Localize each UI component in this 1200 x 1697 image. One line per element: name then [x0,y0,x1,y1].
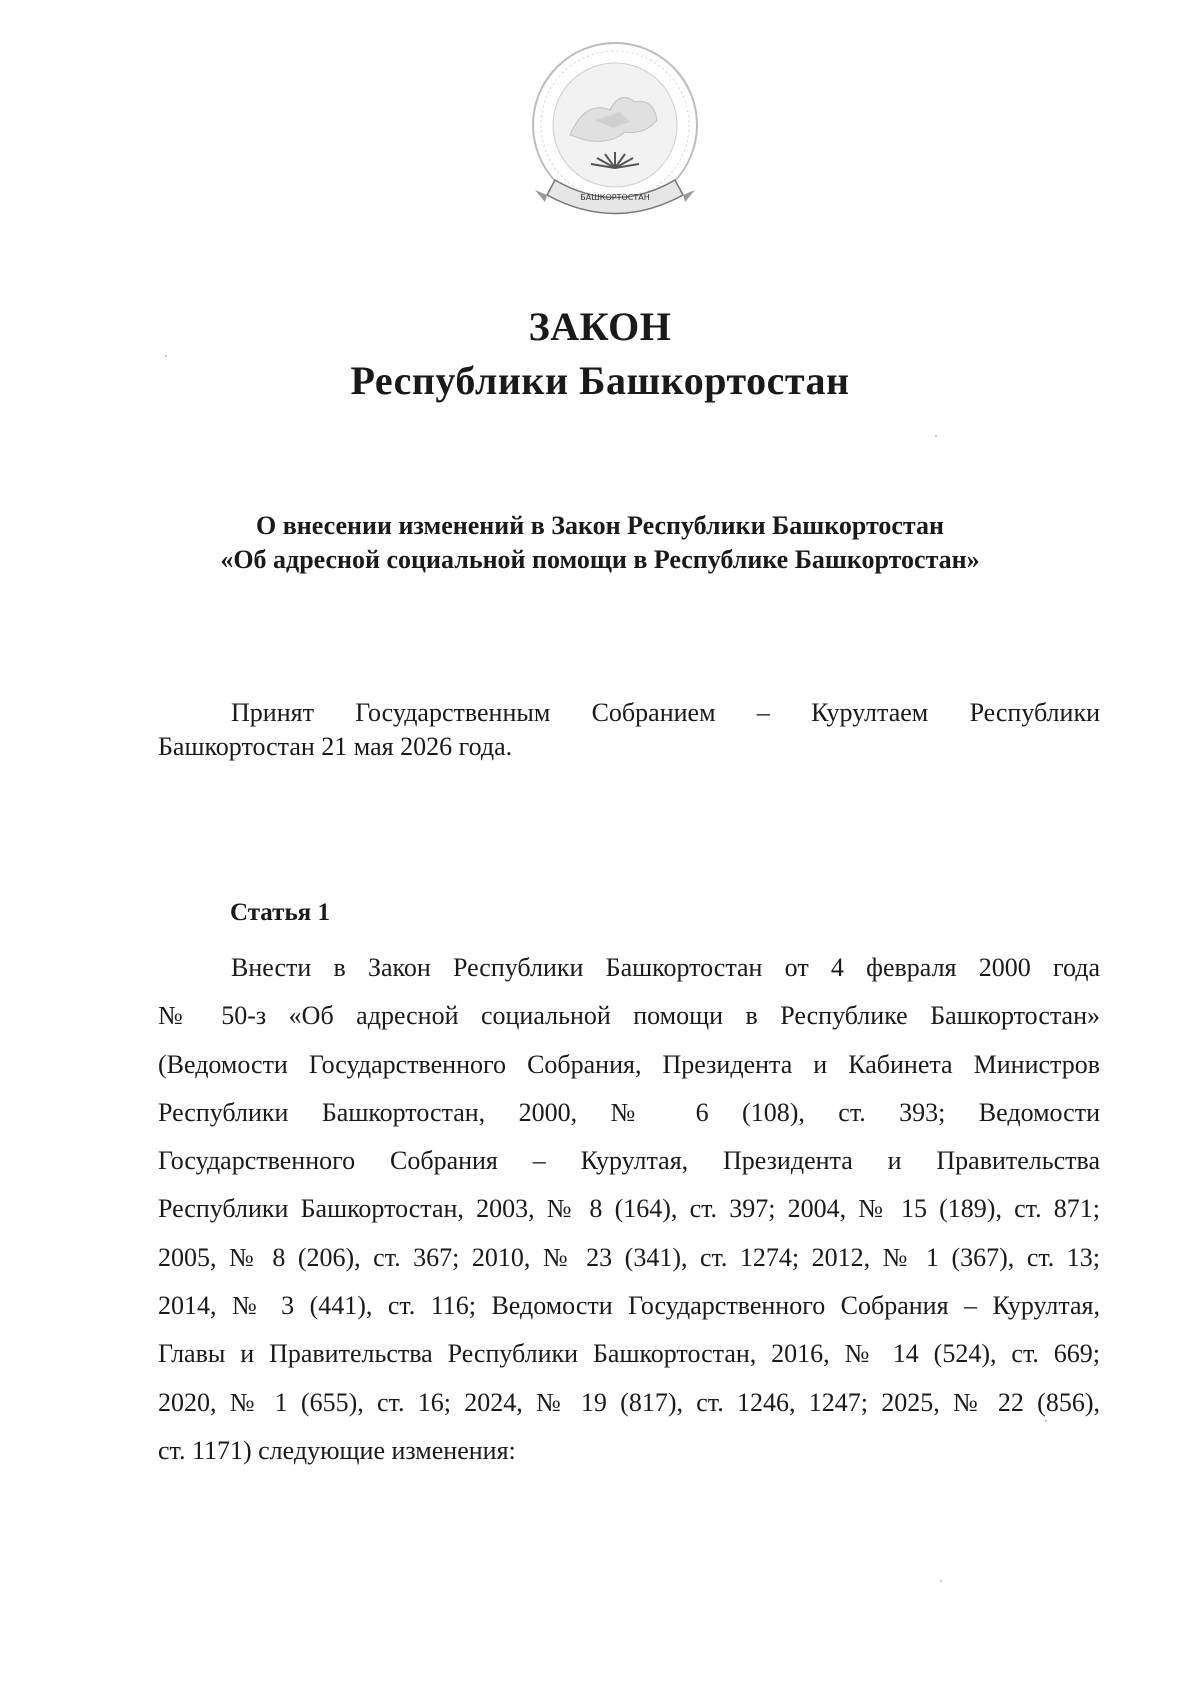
article-line: Главы и Правительства Республики Башкортостан, 2016, № 14 (524), ст. 669; [158,1339,1100,1369]
article-line: 2005, № 8 (206), ст. 367; 2010, № 23 (341), ст. 1274; 2012, № 1 (367), ст. 13; [158,1242,1100,1272]
article-line: Республики Башкортостан, 2000, № 6 (108), ст. 393; Ведомости [158,1097,1100,1127]
article-1-text [158,944,1100,1475]
law-subject-line-1: О внесении изменений в Закон Республики Башкортостан [256,511,944,540]
adoption-line-1: Принят Государственным Собранием – Курултаем Республики [231,698,1100,727]
scan-speck [1045,1420,1047,1422]
emblem-icon [525,40,705,230]
emblem-ribbon-text: БАШКОРТОСТАН [580,193,650,202]
article-line: ст. 1171) следующие изменения: [158,1435,516,1465]
article-line: Республики Башкортостан, 2003, № 8 (164), ст. 397; 2004, № 15 (189), ст. 871; [158,1194,1100,1224]
article-1-title: Статья 1 [230,899,330,926]
article-line: 2014, № 3 (441), ст. 116; Ведомости Государственного Собрания – Курултая, [158,1291,1100,1321]
scan-speck [940,1580,942,1582]
article-line: Государственного Собрания – Курултая, Президента и Правительства [158,1146,1100,1176]
document-subtitle: Республики Башкортостан [350,358,850,403]
document-title: ЗАКОН [528,304,672,349]
scan-speck [165,355,167,357]
coat-of-arms-emblem [525,40,705,230]
article-line: 2020, № 1 (655), ст. 16; 2024, № 19 (817), ст. 1246, 1247; 2025, № 22 (856), [158,1387,1100,1417]
adoption-line-2: Башкортостан 21 мая 2026 года. [158,732,513,761]
scan-speck [935,435,937,437]
article-line: № 50-з «Об адресной социальной помощи в Республике Башкортостан» [158,1001,1100,1031]
article-line: Внести в Закон Республики Башкортостан от 4 февраля 2000 года [231,953,1100,982]
adoption-statement [158,696,1100,764]
law-subject-line-2: «Об адресной социальной помощи в Республике Башкортостан» [220,545,980,574]
article-line: (Ведомости Государственного Собрания, Президента и Кабинета Министров [158,1049,1100,1079]
